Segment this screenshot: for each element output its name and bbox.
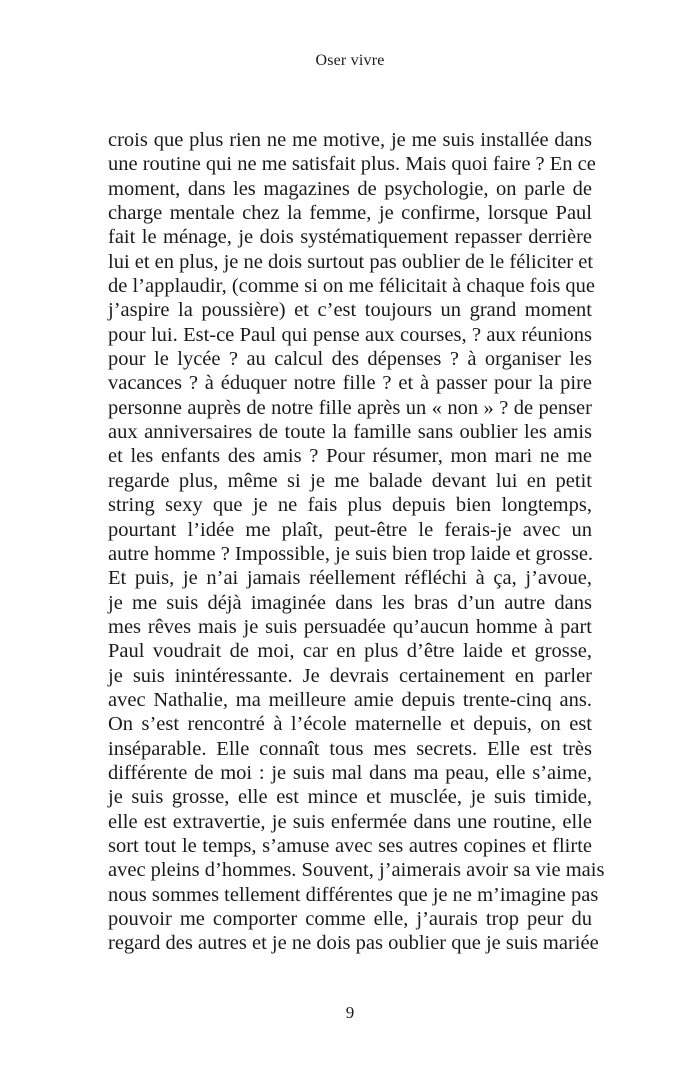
text-line: sort tout le temps, s’amuse avec ses autres copines et flirte xyxy=(108,834,592,857)
text-line: je me suis déjà imaginée dans les bras d’un autre dans xyxy=(108,591,592,614)
text-line: de l’applaudir, (comme si on me félicitait à chaque fois que xyxy=(108,275,596,298)
text-line: charge mentale chez la femme, je confirme, lorsque Paul xyxy=(108,202,592,225)
text-line: moment, dans les magazines de psychologie, on parle de xyxy=(108,177,592,200)
text-line: et les enfants des amis ? Pour résumer, mon mari ne me xyxy=(108,445,592,468)
text-line: string sexy que je ne fais plus depuis bien longtemps, xyxy=(108,494,592,517)
text-line: aux anniversaires de toute la famille sans oublier les amis xyxy=(108,421,592,444)
text-line: On s’est rencontré à l’école maternelle et depuis, on est xyxy=(108,713,592,736)
text-line: Paul voudrait de moi, car en plus d’être laide et grosse, xyxy=(108,640,592,663)
text-line: mes rêves mais je suis persuadée qu’aucun homme à part xyxy=(108,615,592,638)
text-line: avec pleins d’hommes. Souvent, j’aimerais avoir sa vie mais xyxy=(108,859,605,882)
text-line: pour lui. Est-ce Paul qui pense aux courses, ? aux réunions xyxy=(108,323,592,346)
text-line: crois que plus rien ne me motive, je me suis installée dans xyxy=(108,129,592,151)
body-text xyxy=(108,128,605,956)
text-line: pouvoir me comporter comme elle, j’aurais trop peur du xyxy=(108,908,592,930)
text-line: inséparable. Elle connaît tous mes secrets. Elle est très xyxy=(108,737,592,760)
text-line: différente de moi : je suis mal dans ma peau, elle s’aime, xyxy=(108,761,592,784)
page-number: 9 xyxy=(345,1003,355,1022)
text-line: je suis inintéressante. Je devrais certainement en parler xyxy=(108,664,592,687)
text-line: pour le lycée ? au calcul des dépenses ? à organiser les xyxy=(108,348,592,371)
text-line: avec Nathalie, ma meilleure amie depuis trente-cinq ans. xyxy=(108,688,592,711)
text-line: nous sommes tellement différentes que je ne m’imagine pas xyxy=(108,883,599,906)
text-line: j’aspire la poussière) et c’est toujours un grand moment xyxy=(108,299,592,322)
text-line: regarde plus, même si je me balade devant lui en petit xyxy=(108,469,592,492)
text-line: fait le ménage, je dois systématiquement repasser derrière xyxy=(108,226,592,249)
text-line: vacances ? à éduquer notre fille ? et à passer pour la pire xyxy=(108,372,592,395)
text-line: regard des autres et je ne dois pas oublier que je suis mariée xyxy=(108,932,599,955)
text-line: personne auprès de notre fille après un « non » ? de penser xyxy=(108,396,592,419)
text-line: autre homme ? Impossible, je suis bien trop laide et grosse. xyxy=(108,542,594,565)
text-line: une routine qui ne me satisfait plus. Mais quoi faire ? En ce xyxy=(108,153,596,176)
text-line: pourtant l’idée me plaît, peut-être le ferais-je avec un xyxy=(108,518,592,541)
running-header: Oser vivre xyxy=(315,52,385,69)
text-line: lui et en plus, je ne dois surtout pas oublier de le féliciter et xyxy=(108,250,594,273)
text-line: elle est extravertie, je suis enfermée dans une routine, elle xyxy=(108,810,592,833)
text-line: je suis grosse, elle est mince et musclée, je suis timide, xyxy=(108,786,592,809)
text-line: Et puis, je n’ai jamais réellement réfléchi à ça, j’avoue, xyxy=(108,567,592,590)
